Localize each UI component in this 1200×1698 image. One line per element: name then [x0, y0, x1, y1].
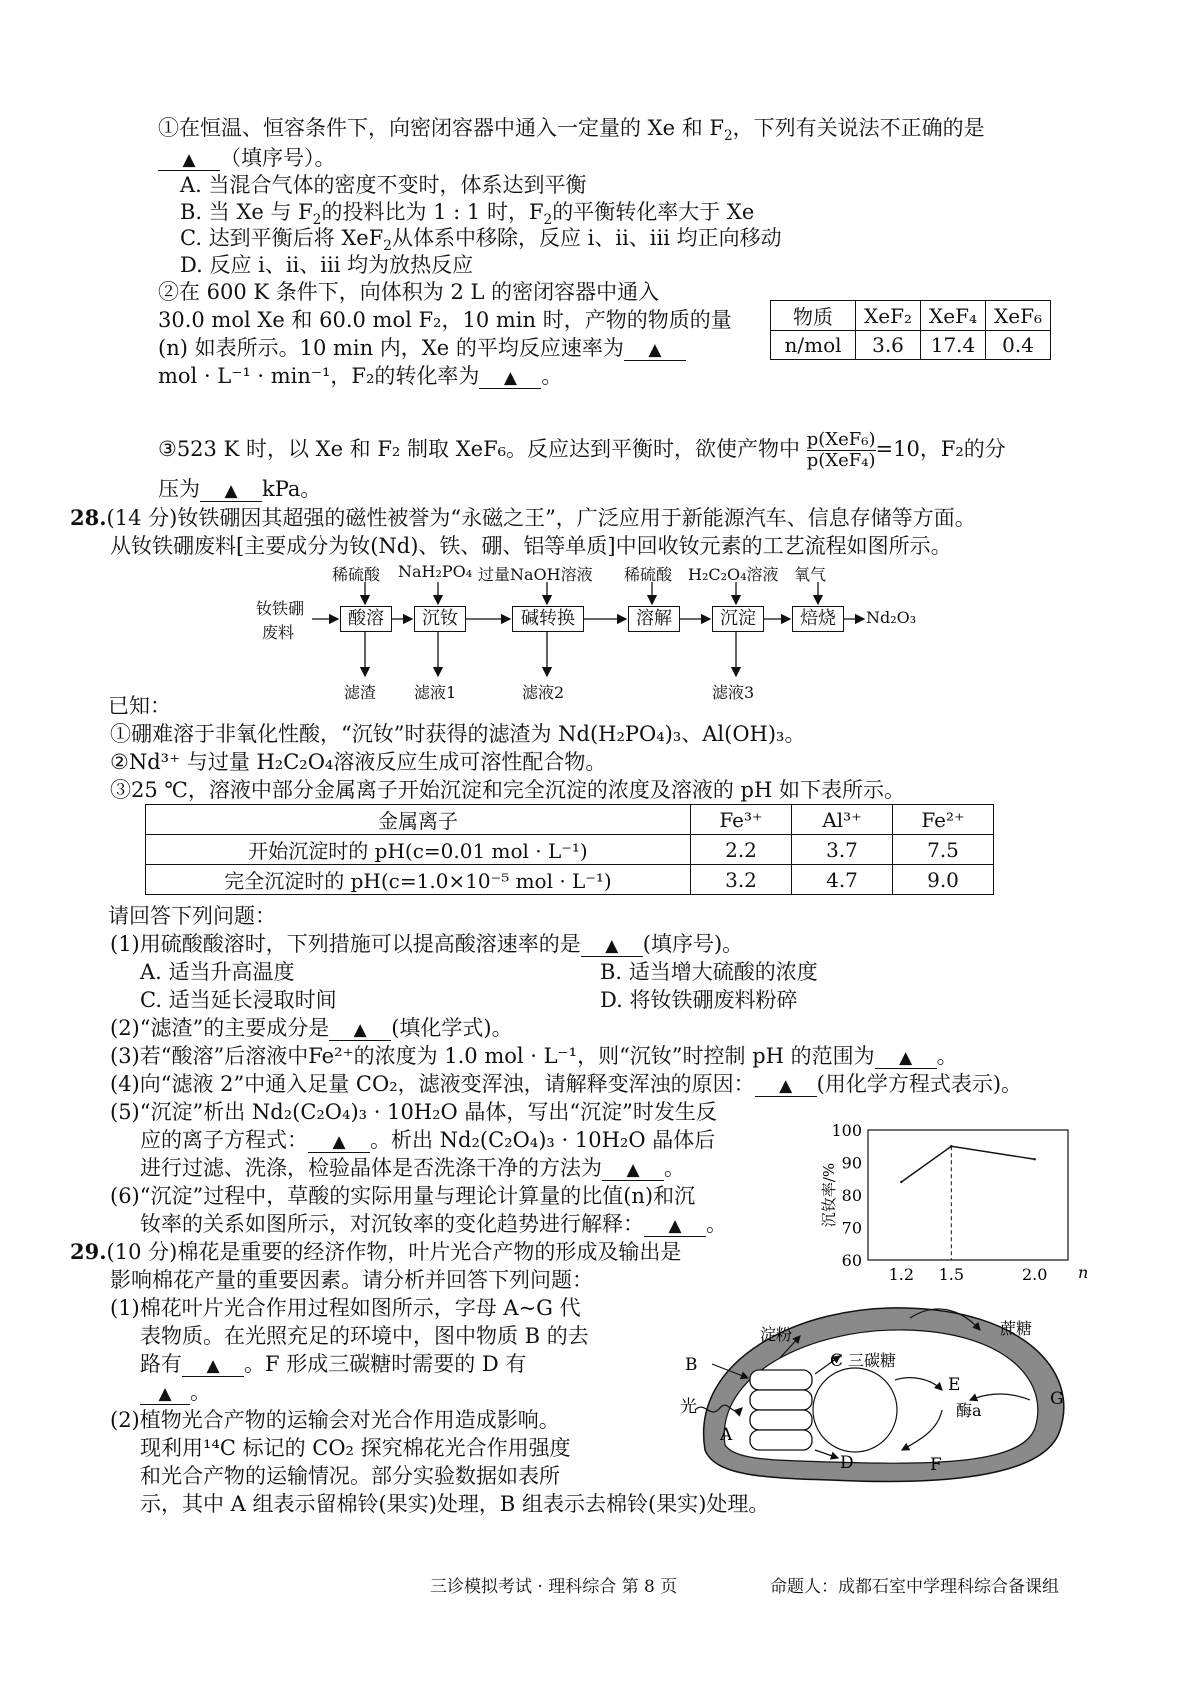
q29-sub2-line4: 示，其中 A 组表示留棉铃(果实)处理，B 组表示去棉铃(果实)处理。: [140, 1492, 770, 1516]
label-triose: 三碳糖: [848, 1351, 897, 1370]
y-tick-label: 70: [841, 1218, 862, 1238]
answer-blank[interactable]: ▲: [644, 1212, 706, 1237]
q28-intro: 28.(14 分)钕铁硼因其超强的磁性被誉为“永磁之王”，广泛应用于新能源汽车、信息存储等方面。: [70, 505, 976, 530]
flow-box-alkali-convert: 碱转换: [512, 606, 584, 632]
q29-sub2-line1: (2)植物光合产物的运输会对光合作用造成影响。: [110, 1408, 560, 1432]
y-tick-label: 60: [841, 1251, 862, 1270]
answer-blank[interactable]: ▲: [875, 1044, 937, 1069]
answer-blank[interactable]: ▲: [624, 336, 686, 361]
x-tick-label: 2.0: [1021, 1265, 1048, 1284]
flow-arrows: [0, 0, 1200, 720]
y-tick-label: 80: [841, 1186, 862, 1205]
q28-sub2: (2)“滤渣”的主要成分是 ▲ (填化学式)。: [110, 1016, 513, 1040]
data-point: [950, 1145, 952, 1147]
label-enzyme: 酶a: [956, 1401, 982, 1420]
table-row: n/mol 3.6 17.4 0.4: [771, 331, 1051, 360]
q27-part1: ①在恒温、恒容条件下，向密闭容器中通入一定量的 Xe 和 $F_2$，下列有关说法不正确的是: [158, 116, 985, 145]
q27-part2-line1: ②在 600 K 条件下，向体积为 2 L 的密闭容器中通入: [158, 280, 660, 304]
q27-part1-line2: ▲ （填序号）。: [158, 142, 336, 172]
q28-sub5-line2: 应的离子方程式： ▲ 。析出 Nd₂(C₂O₄)₃ · 10H₂O 晶体后: [140, 1128, 716, 1152]
flow-box-precipitate-nd: 沉钕: [414, 606, 466, 632]
table-header-row: 物质 XeF₂ XeF₄ XeF₆: [771, 301, 1051, 331]
label-sucrose: 蔗糖: [1000, 1319, 1033, 1338]
known-item-1: ①硼难溶于非氧化性酸，“沉钕”时获得的滤渣为 Nd(H₂PO₄)₃、Al(OH)₃。: [110, 722, 806, 746]
q28-sub1-option-d: D. 将钕铁硼废料粉碎: [600, 988, 798, 1012]
photosynthesis-diagram: [680, 1300, 1100, 1490]
y-axis-label: 沉钕率/%: [820, 1162, 838, 1228]
q28-sub4: (4)向“滤液 2”中通入足量 CO₂，滤液变浑浊，请解释变浑浊的原因： ▲ (用化学方程式表示)。: [110, 1072, 1023, 1096]
q29-sub2-line2: 现利用¹⁴C 标记的 CO₂ 探究棉花光合作用强度: [140, 1436, 571, 1460]
pressure-ratio-fraction: p(XeF₆) p(XeF₄): [806, 429, 876, 471]
label-f: F: [930, 1455, 942, 1475]
label-e: E: [948, 1375, 961, 1395]
q28-sub5-line3: 进行过滤、洗涤，检验晶体是否洗涤干净的方法为 ▲ 。: [140, 1156, 685, 1180]
label-g: G: [1050, 1389, 1064, 1409]
q29-intro-line2: 影响棉花产量的重要因素。请分析并回答下列问题：: [110, 1268, 593, 1292]
known-heading: 已知：: [108, 694, 171, 718]
q29-sub2-line3: 和光合产物的运输情况。部分实验数据如表所: [140, 1464, 560, 1488]
ion-ph-table: [145, 804, 994, 895]
y-tick-label: 90: [841, 1153, 862, 1173]
answer-blank[interactable]: ▲: [158, 146, 220, 171]
flow-box-roast: 焙烧: [792, 606, 844, 632]
answer-blank[interactable]: ▲: [581, 932, 643, 957]
q27-part2-line3: (n) 如表所示。10 min 内，Xe 的平均反应速率为 ▲: [158, 332, 686, 362]
flow-box-acid-dissolve: 酸溶: [340, 606, 392, 632]
label-d: D: [840, 1453, 854, 1473]
q28-sub6-line1: (6)“沉淀”过程中，草酸的实际用量与理论计算量的比值(n)和沉: [110, 1184, 696, 1208]
q29-sub1-line4: ▲ 。: [140, 1376, 211, 1406]
known-item-2: ②Nd³⁺ 与过量 H₂C₂O₄溶液反应生成可溶性配合物。: [110, 750, 607, 774]
label-starch: 淀粉: [760, 1325, 793, 1344]
q27-part2-line4: mol · L⁻¹ · min⁻¹，F₂的转化率为 ▲ 。: [158, 364, 563, 388]
q27-option-b: B. 当 Xe 与 $F_2$的投料比为 1 : 1 时，$F_2$的平衡转化率大于 Xe: [180, 200, 755, 229]
series-line: [901, 1146, 1034, 1182]
q27-part2-line2: 30.0 mol Xe 和 60.0 mol F₂，10 min 时，产物的物质的量: [158, 308, 732, 332]
q28-intro-line2: 从钕铁硼废料[主要成分为钕(Nd)、铁、硼、铝等单质]中回收钕元素的工艺流程如图所示。: [110, 534, 952, 558]
table-row: 开始沉淀时的 pH(c=0.01 mol · L⁻¹) 2.2 3.7 7.5: [146, 835, 994, 865]
known-item-3: ③25 ℃，溶液中部分金属离子开始沉淀和完全沉淀的浓度及溶液的 pH 如下表所示。: [110, 778, 905, 802]
footer-page-info: 三诊模拟考试 · 理科综合 第 8 页: [430, 1577, 678, 1597]
q28-sub5-line1: (5)“沉淀”析出 Nd₂(C₂O₄)₃ · 10H₂O 晶体，写出“沉淀”时发生反: [110, 1100, 717, 1124]
label-c: C: [830, 1351, 844, 1371]
q29-sub1-line2: 表物质。在光照充足的环境中，图中物质 B 的去: [140, 1324, 589, 1348]
flow-product: Nd₂O₃: [866, 608, 917, 627]
label-b: B: [685, 1355, 698, 1375]
q29-intro: 29.(10 分)棉花是重要的经济作物，叶片光合产物的形成及输出是: [70, 1239, 682, 1264]
nd-precipitation-chart: [790, 1120, 1090, 1290]
footer-author: 命题人：成都石室中学理科综合备课组: [770, 1577, 1059, 1597]
q28-sub1-option-c: C. 适当延长浸取时间: [140, 988, 337, 1012]
data-point: [1033, 1158, 1035, 1160]
q28-sub6-line2: 钕率的关系如图所示，对沉钕率的变化趋势进行解释： ▲ 。: [140, 1212, 727, 1236]
answer-blank[interactable]: ▲: [182, 1352, 244, 1377]
answer-blank[interactable]: ▲: [308, 1128, 370, 1153]
q28-sub1-option-b: B. 适当增大硫酸的浓度: [600, 960, 818, 984]
q27-option-d: D. 反应 i、ii、iii 均为放热反应: [180, 253, 474, 277]
answer-blank[interactable]: ▲: [602, 1156, 664, 1181]
answer-blank[interactable]: ▲: [329, 1016, 391, 1041]
flow-box-dissolve: 溶解: [628, 606, 680, 632]
question-prompt: 请回答下列问题：: [108, 904, 276, 928]
q29-sub1-line3: 路有 ▲ 。F 形成三碳糖时需要的 D 有: [140, 1352, 527, 1376]
data-point: [900, 1181, 902, 1183]
q27-part3-line2: 压为 ▲ kPa。: [158, 477, 322, 501]
y-tick-label: 100: [831, 1121, 862, 1140]
q27-part3-line1: ③523 K 时，以 Xe 和 F₂ 制取 XeF₆。反应达到平衡时，欲使产物中 p(XeF₆) p(XeF₄) =10，F₂的分: [158, 429, 1006, 471]
table-row: 完全沉淀时的 pH(c=1.0×10⁻⁵ mol · L⁻¹) 3.2 4.7 9.0: [146, 865, 994, 895]
answer-blank[interactable]: ▲: [200, 477, 262, 502]
answer-blank[interactable]: ▲: [479, 364, 541, 389]
q29-sub1-line1: (1)棉花叶片光合作用过程如图所示，字母 A~G 代: [110, 1296, 581, 1320]
label-light: 光: [680, 1397, 697, 1417]
answer-blank[interactable]: ▲: [140, 1380, 190, 1405]
x-tick-label: 1.5: [938, 1265, 965, 1284]
label-a: A: [720, 1425, 733, 1445]
q27-option-c: C. 达到平衡后将 XeF$_2$从体系中移除，反应 i、ii、iii 均正向移动: [180, 226, 782, 255]
x-tick-label: 1.2: [888, 1265, 915, 1284]
answer-blank[interactable]: ▲: [755, 1072, 817, 1097]
table-header-row: 金属离子 Fe³⁺ Al³⁺ Fe²⁺: [146, 805, 994, 835]
q28-sub1: (1)用硫酸酸溶时，下列措施可以提高酸溶速率的是 ▲ (填序号)。: [110, 932, 744, 956]
q27-option-a: A. 当混合气体的密度不变时，体系达到平衡: [180, 173, 587, 197]
q28-sub3: (3)若“酸溶”后溶液中Fe²⁺的浓度为 1.0 mol · L⁻¹，则“沉钕”时控制 pH 的范围为 ▲ 。: [110, 1044, 958, 1068]
q28-sub1-option-a: A. 适当升高温度: [140, 960, 295, 984]
x-axis-label: n: [1078, 1263, 1089, 1282]
flow-box-precipitation: 沉淀: [712, 606, 764, 632]
